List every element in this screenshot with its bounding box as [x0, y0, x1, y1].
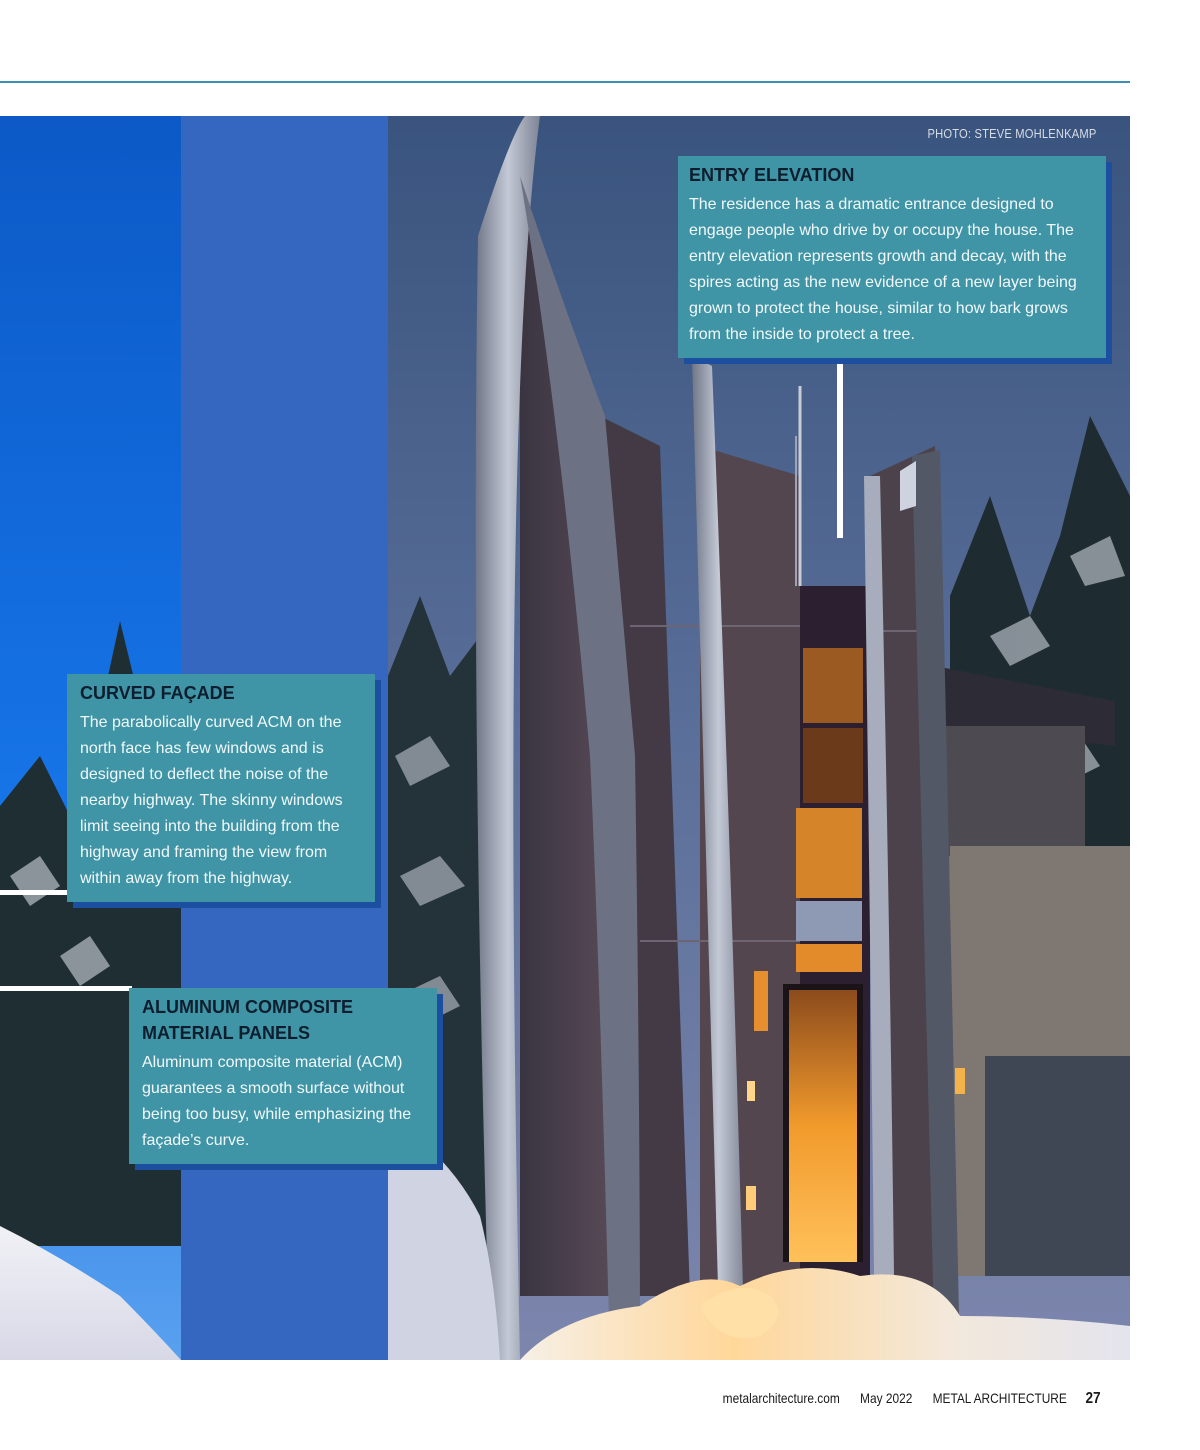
- page-footer: [706, 1390, 1101, 1408]
- entry-leader-line: [837, 356, 843, 538]
- footer-website: metalarchitecture.com: [723, 1390, 841, 1406]
- callout-entry-title: ENTRY ELEVATION: [689, 165, 855, 185]
- photo-credit: PHOTO: STEVE MOHLENKAMP: [927, 126, 1097, 141]
- footer-date: May 2022: [860, 1390, 913, 1406]
- footer-publication: METAL ARCHITECTURE: [933, 1390, 1068, 1406]
- callout-acm-panels: [129, 988, 437, 1164]
- callout-entry-body: The residence has a dramatic entrance designed to engage people who drive by or occupy the house. The entry elevation represents growth and decay, with the spires acting as the new evidence of a new layer being grown to protect the house, similar to how bark grows from the inside to protect a tree.: [689, 196, 1077, 343]
- acm-leader-line: [0, 986, 132, 991]
- callout-entry-elevation: [678, 156, 1106, 358]
- callout-curved-body: The parabolically curved ACM on the north face has few windows and is designed to deflect the noise of the nearby highway. The skinny windows limit seeing into the building from the highway and framing the view from within away from the highway.: [80, 714, 343, 887]
- callout-curved-title: CURVED FAÇADE: [80, 683, 235, 703]
- building-photo: [0, 116, 1130, 1360]
- page-number: 27: [1085, 1390, 1101, 1407]
- callout-acm-body: Aluminum composite material (ACM) guarantees a smooth surface without being too busy, while emphasizing the façade’s curve.: [142, 1054, 412, 1149]
- top-rule: [0, 81, 1130, 83]
- callout-curved-facade: [67, 674, 375, 902]
- callout-acm-title: ALUMINUM COMPOSITE MATERIAL PANELS: [142, 997, 353, 1043]
- curved-facade-leader-line: [0, 890, 72, 895]
